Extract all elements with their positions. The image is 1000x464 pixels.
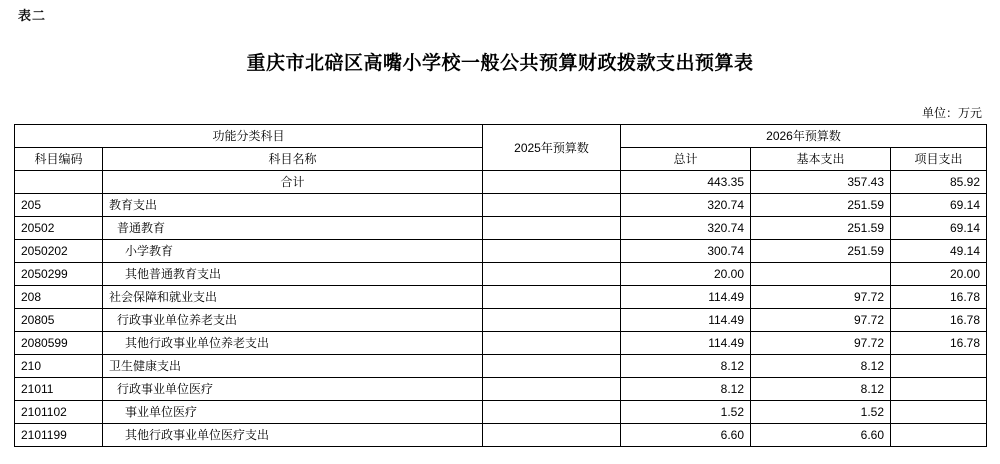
- cell-code: 2050299: [15, 263, 103, 286]
- table-header: [15, 125, 987, 171]
- header-total: 总计: [621, 148, 751, 171]
- cell-code: 208: [15, 286, 103, 309]
- cell-basic: 97.72: [751, 286, 891, 309]
- table-row-total: [15, 171, 987, 194]
- table-row: [15, 424, 987, 447]
- cell-project: [891, 424, 987, 447]
- table-body: [15, 171, 987, 447]
- cell-year-prev: [483, 401, 621, 424]
- cell-project: 69.14: [891, 217, 987, 240]
- cell-code: 205: [15, 194, 103, 217]
- cell-code: 2101199: [15, 424, 103, 447]
- sheet-label: 表二: [18, 8, 47, 23]
- cell-year-prev: [483, 263, 621, 286]
- cell-year-prev: [483, 332, 621, 355]
- cell-code: [15, 171, 103, 194]
- cell-year-prev: [483, 286, 621, 309]
- cell-total: 1.52: [621, 401, 751, 424]
- cell-total: 8.12: [621, 378, 751, 401]
- cell-total: 20.00: [621, 263, 751, 286]
- table-row: [15, 194, 987, 217]
- table-row: [15, 263, 987, 286]
- cell-total: 114.49: [621, 309, 751, 332]
- cell-basic: 97.72: [751, 309, 891, 332]
- cell-name: 行政事业单位医疗: [103, 378, 483, 401]
- cell-year-prev: [483, 424, 621, 447]
- cell-total: 443.35: [621, 171, 751, 194]
- cell-year-prev: [483, 309, 621, 332]
- cell-code: 2101102: [15, 401, 103, 424]
- unit-note: 单位：万元: [921, 106, 982, 120]
- cell-project: 16.78: [891, 332, 987, 355]
- cell-total: 320.74: [621, 194, 751, 217]
- cell-total: 114.49: [621, 286, 751, 309]
- cell-project: [891, 401, 987, 424]
- cell-name: 合计: [103, 171, 483, 194]
- header-year-prev: 2025年预算数: [483, 125, 621, 171]
- cell-basic: 97.72: [751, 332, 891, 355]
- cell-project: 85.92: [891, 171, 987, 194]
- cell-year-prev: [483, 217, 621, 240]
- cell-code: 2050202: [15, 240, 103, 263]
- cell-name: 其他行政事业单位养老支出: [103, 332, 483, 355]
- cell-name: 教育支出: [103, 194, 483, 217]
- cell-total: 114.49: [621, 332, 751, 355]
- table-row: [15, 217, 987, 240]
- cell-name: 行政事业单位养老支出: [103, 309, 483, 332]
- cell-basic: 251.59: [751, 217, 891, 240]
- table-row: [15, 309, 987, 332]
- cell-project: 16.78: [891, 309, 987, 332]
- cell-basic: 6.60: [751, 424, 891, 447]
- header-year-curr-group: 2026年预算数: [621, 125, 987, 148]
- cell-total: 300.74: [621, 240, 751, 263]
- cell-name: 其他行政事业单位医疗支出: [103, 424, 483, 447]
- header-name: 科目名称: [103, 148, 483, 171]
- cell-basic: 251.59: [751, 194, 891, 217]
- cell-project: 16.78: [891, 286, 987, 309]
- cell-year-prev: [483, 240, 621, 263]
- cell-name: 卫生健康支出: [103, 355, 483, 378]
- cell-code: 21011: [15, 378, 103, 401]
- header-basic: 基本支出: [751, 148, 891, 171]
- cell-total: 320.74: [621, 217, 751, 240]
- cell-code: 210: [15, 355, 103, 378]
- cell-project: [891, 378, 987, 401]
- cell-project: 49.14: [891, 240, 987, 263]
- cell-name: 社会保障和就业支出: [103, 286, 483, 309]
- cell-project: [891, 355, 987, 378]
- cell-year-prev: [483, 194, 621, 217]
- cell-name: 小学教育: [103, 240, 483, 263]
- cell-basic: 8.12: [751, 378, 891, 401]
- cell-basic: 251.59: [751, 240, 891, 263]
- table-row: [15, 240, 987, 263]
- cell-total: 6.60: [621, 424, 751, 447]
- header-code: 科目编码: [15, 148, 103, 171]
- cell-code: 20502: [15, 217, 103, 240]
- cell-name: 事业单位医疗: [103, 401, 483, 424]
- cell-name: 普通教育: [103, 217, 483, 240]
- cell-basic: 1.52: [751, 401, 891, 424]
- cell-basic: 357.43: [751, 171, 891, 194]
- cell-project: 20.00: [891, 263, 987, 286]
- table-row: [15, 355, 987, 378]
- header-function-group: 功能分类科目: [15, 125, 483, 148]
- cell-year-prev: [483, 378, 621, 401]
- cell-year-prev: [483, 171, 621, 194]
- header-project: 项目支出: [891, 148, 987, 171]
- cell-year-prev: [483, 355, 621, 378]
- table-row: [15, 378, 987, 401]
- cell-code: 2080599: [15, 332, 103, 355]
- page-title: 重庆市北碚区高嘴小学校一般公共预算财政拨款支出预算表: [246, 52, 754, 74]
- cell-code: 20805: [15, 309, 103, 332]
- budget-table: [14, 124, 987, 447]
- cell-basic: 8.12: [751, 355, 891, 378]
- table-row: [15, 332, 987, 355]
- cell-total: 8.12: [621, 355, 751, 378]
- table-row: [15, 286, 987, 309]
- cell-project: 69.14: [891, 194, 987, 217]
- cell-basic: [751, 263, 891, 286]
- cell-name: 其他普通教育支出: [103, 263, 483, 286]
- table-row: [15, 401, 987, 424]
